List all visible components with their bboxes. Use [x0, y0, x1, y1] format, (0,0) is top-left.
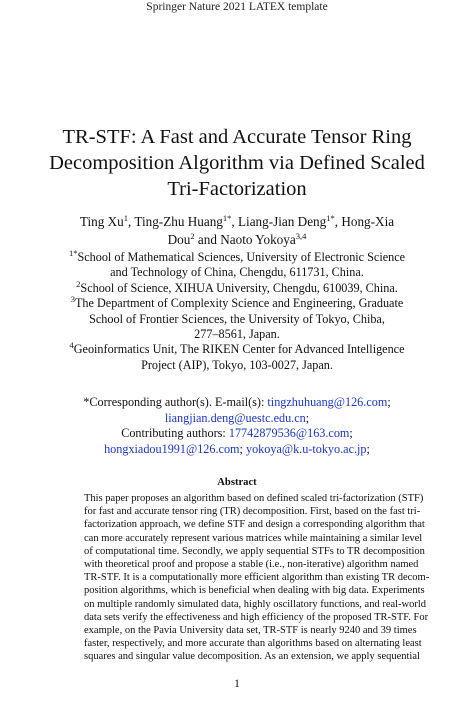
- affiliation-line: and Technology of China, Chengdu, 611731, China.: [110, 265, 364, 280]
- affiliation-mark: 1*: [68, 248, 78, 258]
- abstract-line: for fast and accurate tensor ring (TR) decomposition. First, based on the fast tri-: [84, 506, 421, 518]
- abstract-heading: Abstract: [217, 477, 257, 488]
- affiliation-line: [40, 342, 434, 357]
- affiliation-mark: 3: [70, 294, 75, 305]
- affiliation-text: School of Science, XIHUA University, Chengdu, 610039, China.: [80, 280, 398, 295]
- paper-title: [40, 124, 434, 202]
- author-affil-mark: 2: [190, 230, 195, 241]
- abstract-line: with theoretical proof and propose a stable (i.e., non-iterative) algorithm named: [84, 559, 419, 571]
- author-name: , Liang-Jian Deng: [231, 214, 327, 229]
- separator: ;: [349, 426, 353, 441]
- separator: ;: [305, 410, 310, 425]
- affiliation-text: School of Mathematical Sciences, University of Electronic Science: [77, 250, 406, 264]
- abstract-line: data sets verify the effectiveness and high efficiency of the proposed TR-STF. For: [84, 611, 429, 623]
- author-name: , Ting-Zhu Huang: [128, 214, 223, 229]
- affiliation-mark: 4: [69, 340, 74, 351]
- author-affil-mark: 3,4: [295, 230, 307, 241]
- affiliation-list: [40, 250, 434, 373]
- title-line: TR-STF: A Fast and Accurate Tensor Ring: [62, 126, 412, 148]
- affiliation-line: [40, 296, 434, 311]
- contributing-label: Contributing authors:: [121, 426, 229, 441]
- author-name: Dou: [167, 231, 191, 247]
- author-name: Ting Xu: [79, 214, 124, 229]
- email-link[interactable]: 17742879536@163.com: [228, 426, 350, 441]
- author-list: [40, 213, 434, 248]
- affiliation-line: [40, 278, 434, 296]
- author-affil-mark: 1: [123, 213, 128, 223]
- correspondence-block: [40, 395, 434, 457]
- email-link[interactable]: hongxiadou1991@126.com: [104, 441, 240, 456]
- separator: ;: [366, 441, 370, 456]
- separator: ;: [387, 395, 391, 409]
- email-link[interactable]: liangjian.deng@uestc.edu.cn: [164, 410, 306, 425]
- author-affil-mark: 1*: [326, 213, 335, 223]
- affiliation-line: [40, 250, 434, 265]
- author-name: and Naoto Yokoya: [194, 231, 296, 247]
- affiliation-line: 277–8561, Japan.: [194, 327, 280, 342]
- abstract-line: position algorithms, which is beneficial when dealing with big data. Experiments: [84, 585, 425, 597]
- abstract-line: squares and singular value decomposition. As an extension, we apply sequential: [84, 651, 420, 663]
- abstract-line: faster, respectively, and more accurate than algorithms based on alternating least: [84, 638, 422, 650]
- abstract-line: This paper proposes an algorithm based on defined scaled tri-factorization (STF): [84, 493, 424, 504]
- abstract-line: factorization approach, we define STF and design a corresponding algorithm that: [84, 519, 425, 531]
- abstract-line: can more accurately represent various matrices while maintaining a similar level: [84, 532, 423, 544]
- author-line: [40, 213, 434, 231]
- correspondence-line: [40, 426, 434, 442]
- affiliation-text: The Department of Complexity Science and Engineering, Graduate: [74, 296, 404, 311]
- running-header: Springer Nature 2021 LATEX template: [146, 1, 328, 13]
- page-number: 1: [234, 678, 240, 690]
- affiliation-line: School of Frontier Sciences, the University of Tokyo, Chiba,: [89, 311, 385, 326]
- abstract-body: [84, 492, 430, 664]
- correspondence-label: *Corresponding author(s). E-mail(s):: [83, 395, 268, 409]
- abstract-line: of computational time. Secondly, we apply sequential STFs to TR decomposition: [84, 545, 425, 557]
- affiliation-mark: 2: [76, 278, 81, 289]
- correspondence-line: [40, 411, 434, 427]
- separator: ;: [239, 441, 246, 456]
- abstract-line: on multiple randomly simulated data, highly oscillatory functions, and real-world: [84, 598, 427, 610]
- correspondence-line: [40, 442, 434, 458]
- email-link[interactable]: tingzhuhuang@126.com: [267, 395, 388, 409]
- affiliation-text: Geoinformatics Unit, The RIKEN Center for Advanced Intelligence: [73, 342, 405, 357]
- email-link[interactable]: yokoya@k.u-tokyo.ac.jp: [245, 441, 367, 456]
- abstract-line: TR-STF. It is a computationally more efficient algorithm than existing TR decom-: [84, 572, 430, 584]
- affiliation-line: Project (AIP), Tokyo, 103-0027, Japan.: [141, 357, 333, 372]
- title-line: Decomposition Algorithm via Defined Scaled: [49, 152, 425, 174]
- abstract-line: example, on the Pavia University data set, TR-STF is nearly 9240 and 39 times: [84, 625, 417, 637]
- author-affil-mark: 1*: [222, 213, 232, 223]
- author-name: , Hong-Xia: [334, 214, 395, 229]
- correspondence-line: [40, 395, 434, 411]
- title-line: Tri-Factorization: [167, 178, 307, 200]
- author-line: [40, 231, 434, 249]
